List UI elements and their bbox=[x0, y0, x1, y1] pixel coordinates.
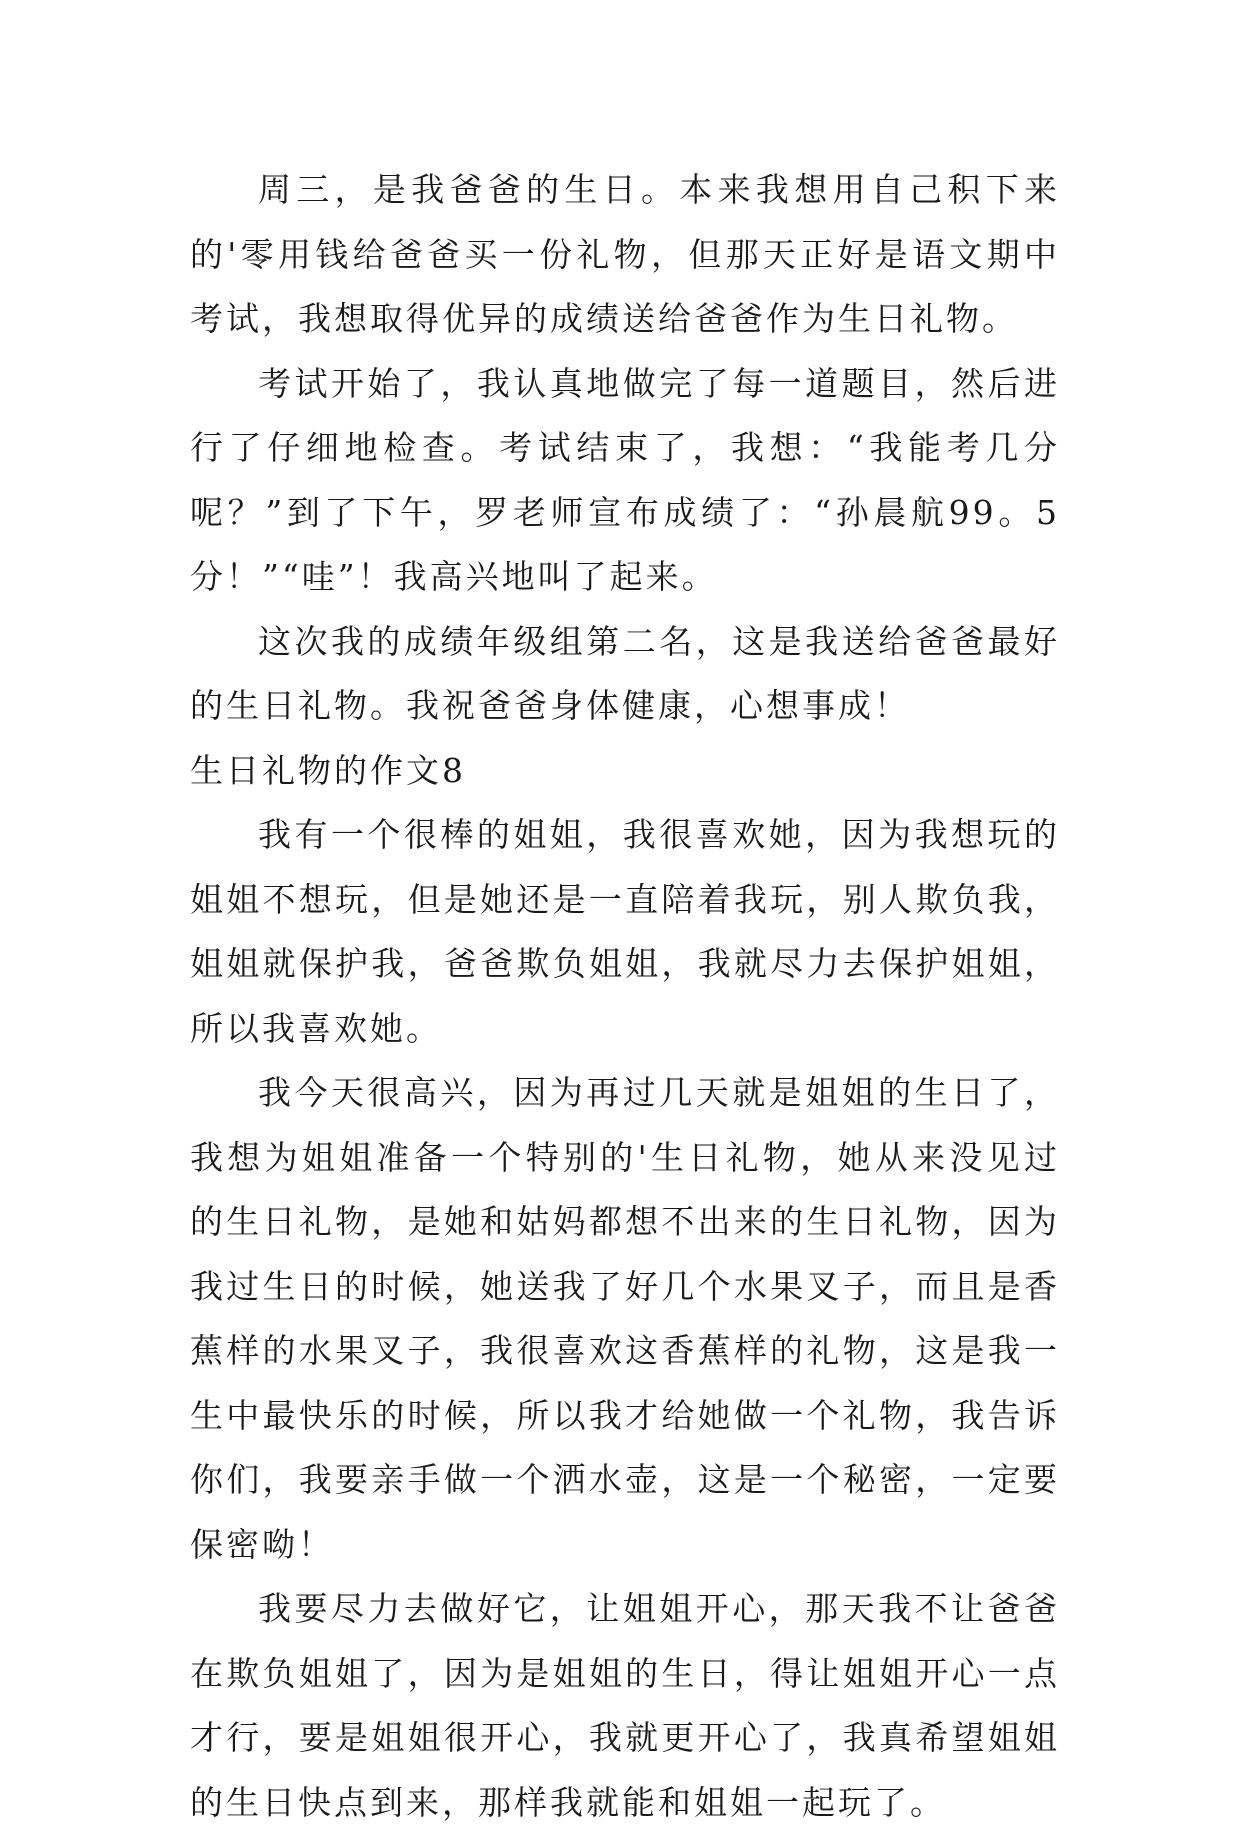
document-body bbox=[190, 158, 1060, 1835]
paragraph: 这次我的成绩年级组第二名，这是我送给爸爸最好的生日礼物。我祝爸爸身体健康，心想事成！ bbox=[190, 621, 1060, 725]
paragraph: 周三，是我爸爸的生日。本来我想用自己积下来的'零用钱给爸爸买一份礼物，但那天正好是语文期中考试，我想取得优异的成绩送给爸爸作为生日礼物。 bbox=[190, 170, 1060, 338]
paragraph: 我有一个很棒的姐姐，我很喜欢她，因为我想玩的姐姐不想玩，但是她还是一直陪着我玩，别人欺负我，姐姐就保护我，爸爸欺负姐姐，我就尽力去保护姐姐，所以我喜欢她。 bbox=[190, 815, 1060, 1048]
paragraph: 我要尽力去做好它，让姐姐开心，那天我不让爸爸在欺负姐姐了，因为是姐姐的生日，得让姐姐开心一点才行，要是姐姐很开心，我就更开心了，我真希望姐姐的生日快点到来，那样我就能和姐姐一起玩了。 bbox=[190, 1589, 1060, 1822]
paragraph: 考试开始了，我认真地做完了每一道题目，然后进行了仔细地检查。考试结束了，我想：“我能考几分呢？”到了下午，罗老师宣布成绩了：“孙晨航99。5分！”“哇”！我高兴地叫了起来。 bbox=[190, 363, 1060, 596]
paragraph: 我今天很高兴，因为再过几天就是姐姐的生日了，我想为姐姐准备一个特别的'生日礼物，她从来没见过的生日礼物，是她和姑妈都想不出来的生日礼物，因为我过生日的时候，她送我了好几个水果叉子，而且是香蕉样的水果叉子，我很喜欢这香蕉样的礼物，这是我一生中最快乐的时候，所以我才给她做一个礼物，我告诉你们，我要亲手做一个洒水壶，这是一个秘密，一定要保密呦！ bbox=[190, 1073, 1060, 1564]
section-title: 生日礼物的作文8 bbox=[190, 750, 466, 790]
